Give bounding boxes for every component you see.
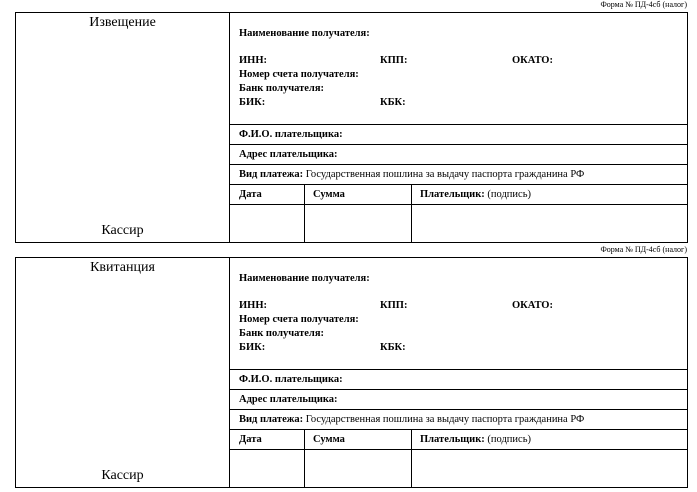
recipient-block <box>230 13 687 125</box>
payer-label: Плательщик: <box>420 189 485 200</box>
recipient-name-label: Наименование получателя: <box>239 273 370 284</box>
date-divider <box>304 185 305 242</box>
payment-type-label: Вид платежа: <box>239 169 304 180</box>
payment-type-row <box>230 165 687 185</box>
inn-label: ИНН: <box>239 300 267 311</box>
date-header: Дата <box>230 185 304 205</box>
receipt-left-column <box>16 258 230 487</box>
payment-type-value: Государственная пошлина за выдачу паспорта гражданина РФ <box>303 169 585 180</box>
form-number-label: Форма № ПД-4сб (налог) <box>600 0 687 9</box>
account-label: Номер счета получателя: <box>239 69 359 80</box>
recipient-block <box>230 258 687 370</box>
sum-divider <box>411 430 412 487</box>
payer-signature-header <box>411 185 687 205</box>
signature-label: (подпись) <box>484 434 531 445</box>
payer-signature-header <box>411 430 687 450</box>
sum-divider <box>411 185 412 242</box>
inn-label: ИНН: <box>239 55 267 66</box>
payment-type-row <box>230 410 687 430</box>
payer-address-field[interactable]: Адрес плательщика: <box>230 145 687 165</box>
signature-label: (подпись) <box>484 189 531 200</box>
bik-label: БИК: <box>239 342 266 353</box>
sum-header: Сумма <box>304 185 411 205</box>
payment-type-value: Государственная пошлина за выдачу паспорта гражданина РФ <box>303 414 585 425</box>
receipt-title: Квитанция <box>90 260 155 275</box>
kbk-label: КБК: <box>380 342 406 353</box>
bik-label: БИК: <box>239 97 266 108</box>
recipient-name-label: Наименование получателя: <box>239 28 370 39</box>
form-number-label: Форма № ПД-4сб (налог) <box>600 245 687 254</box>
bank-label: Банк получателя: <box>239 328 325 339</box>
notice-details <box>230 13 687 242</box>
payer-name-field[interactable]: Ф.И.О. плательщика: <box>230 370 687 390</box>
payer-label: Плательщик: <box>420 434 485 445</box>
kbk-label: КБК: <box>380 97 406 108</box>
notice-title: Извещение <box>89 15 156 30</box>
payer-name-field[interactable]: Ф.И.О. плательщика: <box>230 125 687 145</box>
kpp-label: КПП: <box>380 55 408 66</box>
okato-label: ОКАТО: <box>512 55 553 66</box>
account-label: Номер счета получателя: <box>239 314 359 325</box>
receipt-details <box>230 258 687 487</box>
kpp-label: КПП: <box>380 300 408 311</box>
cashier-label: Кассир <box>101 468 144 483</box>
signature-block <box>230 185 687 242</box>
okato-label: ОКАТО: <box>512 300 553 311</box>
receipt-slip <box>15 257 688 488</box>
payment-type-label: Вид платежа: <box>239 414 304 425</box>
date-divider <box>304 430 305 487</box>
payer-address-field[interactable]: Адрес плательщика: <box>230 390 687 410</box>
notice-left-column <box>16 13 230 242</box>
signature-block <box>230 430 687 487</box>
bank-label: Банк получателя: <box>239 83 325 94</box>
notice-slip <box>15 12 688 243</box>
date-header: Дата <box>230 430 304 450</box>
sum-header: Сумма <box>304 430 411 450</box>
cashier-label: Кассир <box>101 223 144 238</box>
